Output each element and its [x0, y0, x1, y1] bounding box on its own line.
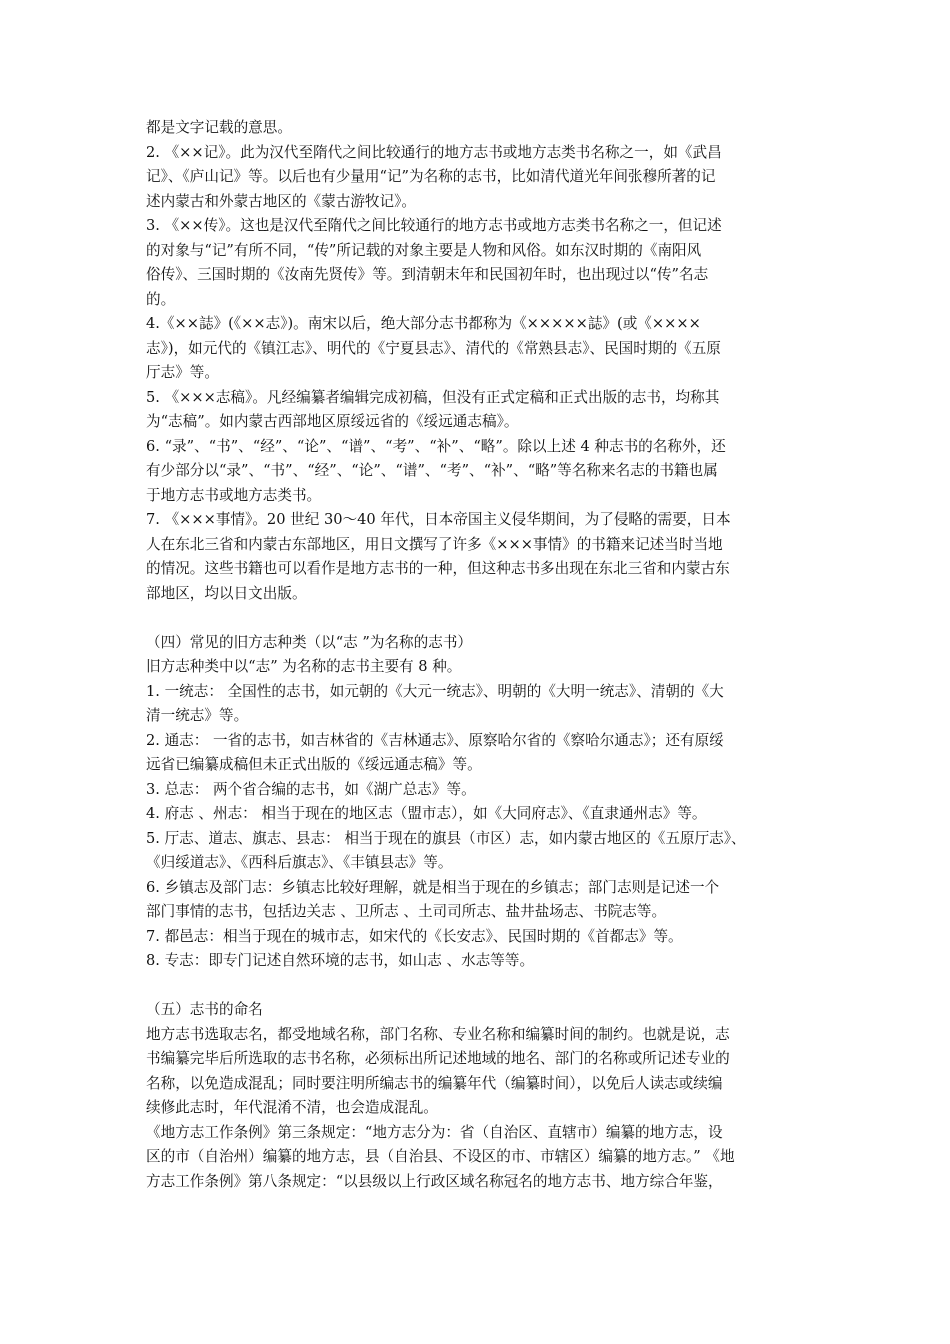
text-line: 3. 《××传》。这也是汉代至隋代之间比较通行的地方志书或地方志类书名称之一，但记述	[146, 217, 722, 234]
text-line: 志》)，如元代的《镇江志》、明代的《宁夏县志》、清代的《常熟县志》、民国时期的《五原	[146, 339, 721, 357]
text-line: 于地方志书或地方志类书。	[146, 486, 322, 504]
text-line: 的。	[146, 290, 176, 308]
text-line: 记》、《庐山记》等。以后也有少量用“记”为名称的志书，比如清代道光年间张穆所著的记	[146, 168, 716, 185]
document-body	[146, 116, 810, 1194]
text-line: 的情况。这些书籍也可以看作是地方志书的一种，但这种志书多出现在东北三省和内蒙古东	[146, 560, 730, 577]
text-line: 2. 《××记》。此为汉代至隋代之间比较通行的地方志书或地方志类书名称之一，如《武昌	[146, 143, 722, 161]
text-line: 4.《××誌》(《××志》)。南宋以后，绝大部分志书都称为《×××××誌》(或《××××	[146, 315, 701, 332]
text-line: 3. 总志： 两个省合编的志书，如《湖广总志》等。	[146, 780, 476, 798]
text-line: 区的市（自治州）编纂的地方志，县（自治县、不设区的市、市辖区）编纂的地方志。” 《地	[146, 1148, 735, 1165]
text-line: 5. 《×××志稿》。凡经编纂者编辑完成初稿，但没有正式定稿和正式出版的志书，均称其	[146, 388, 720, 406]
text-line: 书编纂完毕后所选取的志书名称，必须标出所记述地域的地名、部门的名称或所记述专业的	[146, 1050, 730, 1067]
text-line: 7. 都邑志：相当于现在的城市志，如宋代的《长安志》、民国时期的《首都志》等。	[146, 927, 683, 945]
text-line: 6. “录”、“书”、“经”、“论”、“谱”、“考”、“补”、“略”。除以上述 4 种志书的名称外，还	[146, 437, 726, 455]
text-line: 8. 专志：即专门记述自然环境的志书，如山志 、水志等等。	[146, 952, 535, 969]
text-line: 都是文字记载的意思。	[146, 119, 292, 136]
text-line: 1. 一统志： 全国性的志书，如元朝的《大元一统志》、明朝的《大明一统志》、清朝的《大	[146, 682, 724, 700]
text-line: 旧方志种类中以“志” 为名称的志书主要有 8 种。	[146, 658, 462, 675]
text-line: 2. 通志： 一省的志书，如吉林省的《吉林通志》、原察哈尔省的《察哈尔通志》；还有原绥	[146, 731, 724, 749]
text-line: 5. 厅志、道志、旗志、县志： 相当于现在的旗县（市区）志，如内蒙古地区的《五原厅志》、	[146, 829, 746, 847]
text-line: （四）常见的旧方志种类（以“志 ”为名称的志书）	[146, 633, 473, 651]
text-line: 清一统志》等。	[146, 707, 249, 724]
text-line: 4. 府志 、州志： 相当于现在的地区志（盟市志），如《大同府志》、《直隶通州志》等。	[146, 805, 707, 822]
text-line: 厅志》等。	[146, 364, 219, 381]
text-line: 人在东北三省和内蒙古东部地区，用日文撰写了许多《×××事情》的书籍来记述当时当地	[146, 535, 723, 553]
text-line: 方志工作条例》第八条规定：“以县级以上行政区域名称冠名的地方志书、地方综合年鉴，	[146, 1172, 723, 1190]
text-line: 部门事情的志书，包括边关志 、卫所志 、土司司所志、盐井盐场志、书院志等。	[146, 903, 667, 920]
text-line: 有少部分以“录”、“书”、“经”、“论”、“谱”、“考”、“补”、“略”等名称来名志的书籍也属	[146, 462, 718, 479]
text-line: 《归绥道志》、《西科后旗志》、《丰镇县志》等。	[146, 854, 453, 871]
blank-line	[146, 974, 810, 999]
text-line: 俗传》、三国时期的《汝南先贤传》等。到清朝末年和民国初年时，也出现过以“传”名志	[146, 266, 709, 283]
text-line: 的对象与“记”有所不同，“传”所记载的对象主要是人物和风俗。如东汉时期的《南阳风	[146, 241, 702, 259]
blank-line	[146, 606, 810, 631]
text-line: 述内蒙古和外蒙古地区的《蒙古游牧记》。	[146, 192, 416, 210]
text-line: 6. 乡镇志及部门志：乡镇志比较好理解，就是相当于现在的乡镇志；部门志则是记述一个	[146, 878, 720, 896]
text-line: 7. 《×××事情》。20 世纪 30～40 年代，日本帝国主义侵华期间，为了侵略的需要，日本	[146, 511, 731, 528]
text-line: （五）志书的命名	[146, 1001, 263, 1018]
text-line: 地方志书选取志名，都受地域名称，部门名称、专业名称和编纂时间的制约。也就是说，志	[146, 1025, 730, 1043]
text-line: 续修此志时，年代混淆不清，也会造成混乱。	[146, 1099, 438, 1116]
text-line: 为“志稿”。如内蒙古西部地区原绥远省的《绥远通志稿》。	[146, 413, 519, 430]
text-line: 《地方志工作条例》第三条规定：“地方志分为：省（自治区、直辖市）编纂的地方志，设	[146, 1123, 723, 1141]
text-line: 名称，以免造成混乱；同时要注明所编志书的编纂年代（编纂时间），以免后人读志或续编	[146, 1074, 723, 1092]
text-line: 部地区，均以日文出版。	[146, 584, 307, 602]
text-line: 远省已编纂成稿但未正式出版的《绥远通志稿》等。	[146, 756, 482, 773]
